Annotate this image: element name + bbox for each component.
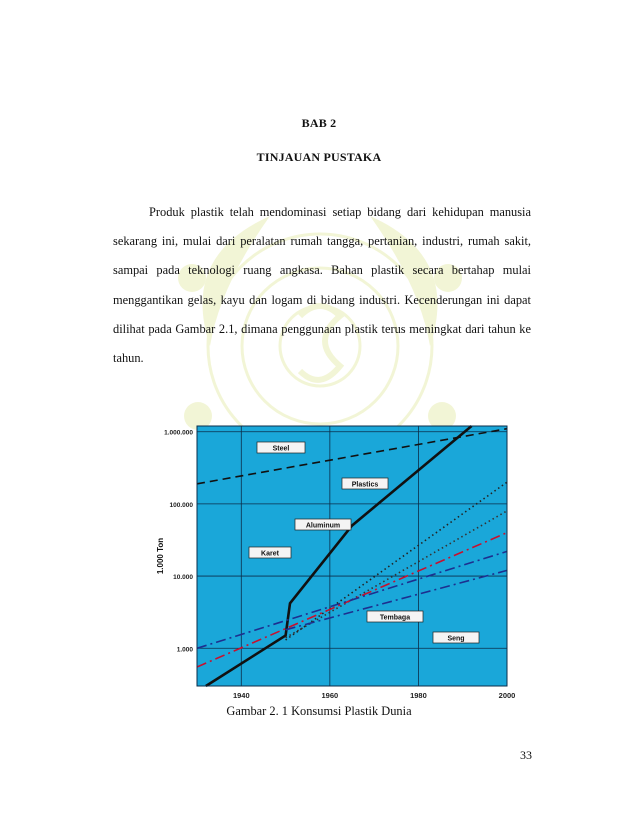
chapter-heading: BAB 2 — [301, 116, 337, 130]
y-tick-label: 10.000 — [173, 574, 193, 582]
label-text-karet: Karet — [261, 550, 279, 558]
plot-background — [197, 426, 507, 686]
x-tick-label: 1980 — [410, 691, 427, 700]
label-text-steel: Steel — [272, 445, 290, 453]
paragraph-text: Produk plastik telah mendominasi setiap bidang dari kehidupan manusia sekarang ini, mulai dari peralatan rumah tangga, pertanian, industri, rumah sakit, sampai pada teknologi ruang angkasa. Bahan plastik secara bertahap mulai menggantikan gelas, kayu dan logam di bidang industri. Kecenderungan ini dapat dilihat pada Gambar 2.1, dimana penggunaan plastik terus meningkat dari tahun ke tahun. — [113, 205, 531, 366]
body-paragraph — [113, 198, 531, 373]
label-text-tembaga: Tembaga — [379, 614, 411, 622]
page-number: 33 — [520, 748, 532, 762]
y-tick-label: 1.000 — [176, 646, 193, 654]
plastic-consumption-figure — [145, 414, 515, 706]
label-text-aluminum: Aluminum — [305, 522, 341, 530]
label-text-seng: Seng — [447, 635, 465, 643]
label-text-plastics: Plastics — [351, 481, 379, 489]
x-tick-label: 2000 — [498, 691, 515, 700]
chapter-title: TINJAUAN PUSTAKA — [256, 150, 382, 164]
y-tick-label: 1.000.000 — [164, 429, 193, 437]
y-axis-label: 1.000 Ton — [156, 537, 165, 575]
x-tick-label: 1940 — [232, 691, 250, 700]
x-tick-label: 1960 — [321, 691, 339, 700]
y-tick-label: 100.000 — [169, 501, 193, 509]
figure-caption: Gambar 2. 1 Konsumsi Plastik Dunia — [226, 704, 412, 718]
consumption-chart — [145, 414, 515, 706]
